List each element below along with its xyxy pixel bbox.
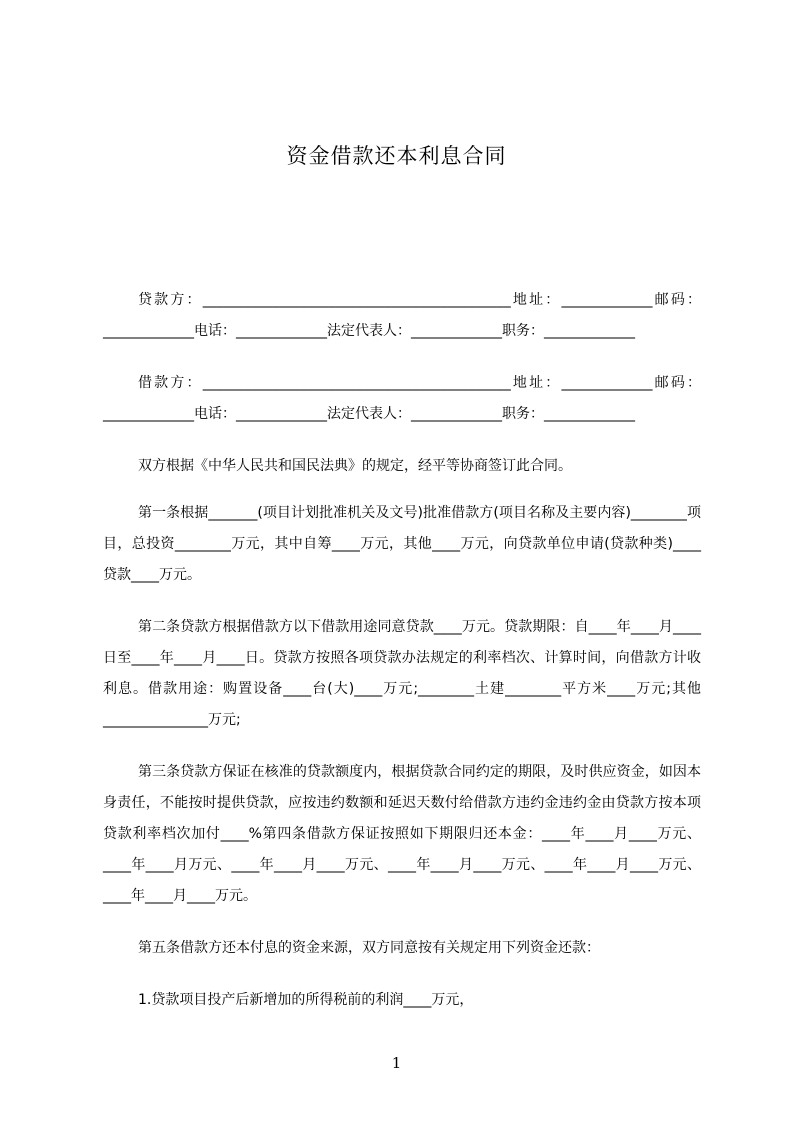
preamble-paragraph: 双方根据《中华人民共和国民法典》的规定，经平等协商签订此合同。 <box>138 458 572 474</box>
article-2-paragraph: 第二条贷款方根据借款方以下借款用途同意贷款____万元。贷款期限：自____年____月____日至____年____月____日。贷款方按照各项贷款办法规定的利率档次、计算时间，向借款方计收利息。借款用途：购置设备____台(大)____万元;________土建________平方米____万元;其他_______________万元; <box>103 619 701 728</box>
document-title: 资金借款还本利息合同 <box>286 144 507 168</box>
document-body <box>103 285 701 1016</box>
repayment-item-1: 1.贷款项目投产后新增加的所得税前的利润____万元， <box>138 992 474 1008</box>
borrower-info-paragraph: 借款方：____________________________________________地址：_____________邮码：_____________电话：_____________法定代表人：_____________职务：_____________ <box>103 375 701 422</box>
lender-info-paragraph: 贷款方：____________________________________________地址：_____________邮码：_____________电话：_____________法定代表人：_____________职务：_____________ <box>103 292 701 339</box>
article-3-4-paragraph: 第三条贷款方保证在核准的贷款额度内，根据贷款合同约定的期限，及时供应资金，如因本身责任，不能按时提供贷款，应按违约数额和延迟天数付给借款方违约金违约金由贷款方按本项贷款利率档次加付____%第四条借款方保证按照如下期限归还本金：____年____月____万元、____年____月万元、____年____月____万元、____年____月____万元、____年____月____万元、____年____月____万元。 <box>103 764 701 904</box>
article-1-paragraph: 第一条根据_______(项目计划批准机关及文号)批准借款方(项目名称及主要内容)________项目，总投资________万元，其中自筹____万元，其他____万元，向贷款单位申请(贷款种类)____贷款____万元。 <box>103 505 701 583</box>
page-number: 1 <box>391 1054 402 1072</box>
article-5-paragraph: 第五条借款方还本付息的资金来源，双方同意按有关规定用下列资金还款： <box>138 940 600 956</box>
